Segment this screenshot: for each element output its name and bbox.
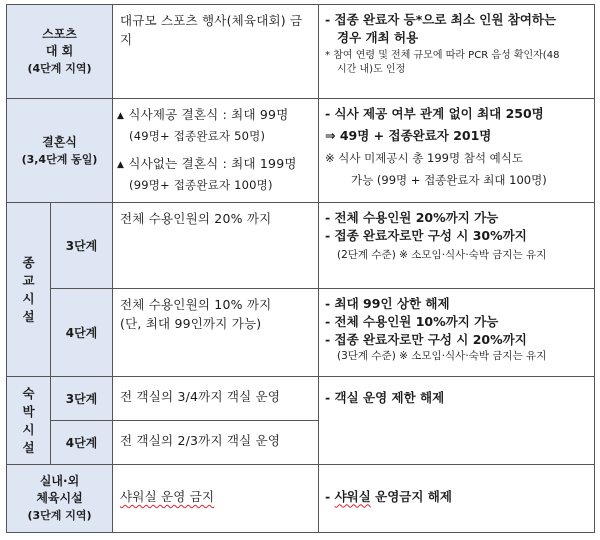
category-label: 스포츠 [42,27,77,41]
category-label: 체육시설 [36,491,83,505]
table-row-wedding [7,99,595,203]
new-rule-line: - 접종 완료자 등*으로 최소 인원 참여하는 [325,12,557,27]
new-rule-line: 가능 (99명 + 접종완료자 최대 100명) [351,173,547,187]
category-label: 시 [22,421,35,437]
current-rule-text: 전 객실의 3/4까지 객실 운영 [120,389,281,404]
category-label: 대 회 [45,44,74,58]
new-rule-line: 경우 개최 허용 [337,30,419,45]
category-label: 실내·외 [39,474,80,488]
new-rule-line: - 접종 완료자로만 구성 시 30%까지 [325,228,527,243]
table-row-religion-stage4 [7,289,595,377]
new-rule-gym [319,465,595,533]
current-rule-text: 전 객실의 2/3까지 객실 운영 [120,433,281,448]
table-row-gym [7,465,595,533]
category-religion [7,203,51,377]
wedding-item-sub: (99명+ 접종완료자 100명) [129,178,273,192]
new-rule-line: ⇒ 49명 + 접종완료자 201명 [325,128,492,143]
wedding-item [117,154,314,176]
footnote-line: 시간 내)도 인정 [337,64,406,75]
current-rule-text: 샤워실 운영 금지 [120,489,215,504]
new-rule-rest: 운영금지 해제 [370,488,452,504]
new-rule-line: - 객실 운영 제한 해제 [325,390,445,405]
new-rule-prefix: - [325,488,335,504]
category-gym [7,465,113,533]
category-sub-label: (3,4단계 동일) [21,152,98,166]
current-rule-text: 전체 수용인원의 20% 까지 [120,211,272,226]
category-wedding [7,99,113,203]
stage-label: 4단계 [51,421,113,465]
category-sub-label: (4단계 지역) [27,62,92,75]
new-rule-wedding [319,99,595,203]
category-label: 시 [22,290,35,306]
policy-comparison-table [6,4,595,533]
category-label: 교 [22,272,35,288]
stage-label: 4단계 [51,289,113,377]
current-rule-gym [113,465,319,533]
new-rule-line: ※ 식사 미제공시 총 199명 참석 예식도 [325,151,523,165]
wedding-item-text: 식사제공 결혼식 : 최대 99명 [128,107,289,122]
bullet-icon: ▲ [117,111,125,121]
new-rule-word: 샤워실 [334,488,371,504]
bullet-icon: ▲ [117,160,125,170]
category-label: 숙 [22,385,35,401]
current-rule-sports [113,5,319,99]
new-rule-line: - 최대 99인 상한 해제 [325,296,450,311]
table-row-sports [7,5,595,99]
current-rule-religion-stage4 [113,289,319,377]
new-rule-sports [319,5,595,99]
category-label: 설 [22,308,35,324]
wedding-item-text: 식사없는 결혼식 : 최대 199명 [128,156,297,171]
current-rule-lodging-stage3 [113,377,319,421]
stage-label: 3단계 [51,377,113,421]
new-rule-religion-stage4 [319,289,595,377]
category-label: 결혼식 [42,134,77,149]
wedding-item-sub: (49명+ 접종완료자 50명) [129,129,266,143]
table-row-lodging-stage3 [7,377,595,421]
note-line: (3단계 수준) ※ 소모임·식사·숙박 금지는 유지 [337,350,547,362]
current-rule-text: 전체 수용인원의 10% 까지 [120,297,272,312]
category-label: 박 [22,403,35,419]
category-label: 설 [22,439,35,455]
wedding-item [117,105,314,127]
current-rule-wedding [113,99,319,203]
new-rule-line: - 식사 제공 여부 관계 없이 최대 250명 [325,106,544,121]
new-rule-line: - 전체 수용인원 20%까지 가능 [325,210,499,225]
footnote-line: * 참여 연령 및 전체 규모에 따라 PCR 음성 확인자(48 [325,50,560,61]
new-rule-line: - 접종 완료자로만 구성 시 20%까지 [325,332,527,347]
table-row-religion-stage3 [7,203,595,289]
new-rule-line: - 전체 수용인원 10%까지 가능 [325,314,499,329]
current-rule-text: (단, 최대 99인까지 가능) [120,316,262,331]
current-rule-text: 대규모 스포츠 행사(체육대회) 금지 [120,13,303,47]
category-sports [7,5,113,99]
category-lodging [7,377,51,465]
new-rule-religion-stage3 [319,203,595,289]
category-label: 종 [22,254,35,270]
note-line: (2단계 수준) ※ 소모임·식사·숙박 금지는 유지 [337,249,547,261]
stage-label: 3단계 [51,203,113,289]
current-rule-religion-stage3 [113,203,319,289]
new-rule-lodging [319,377,595,465]
current-rule-lodging-stage4 [113,421,319,465]
category-sub-label: (3단계 지역) [27,509,92,522]
